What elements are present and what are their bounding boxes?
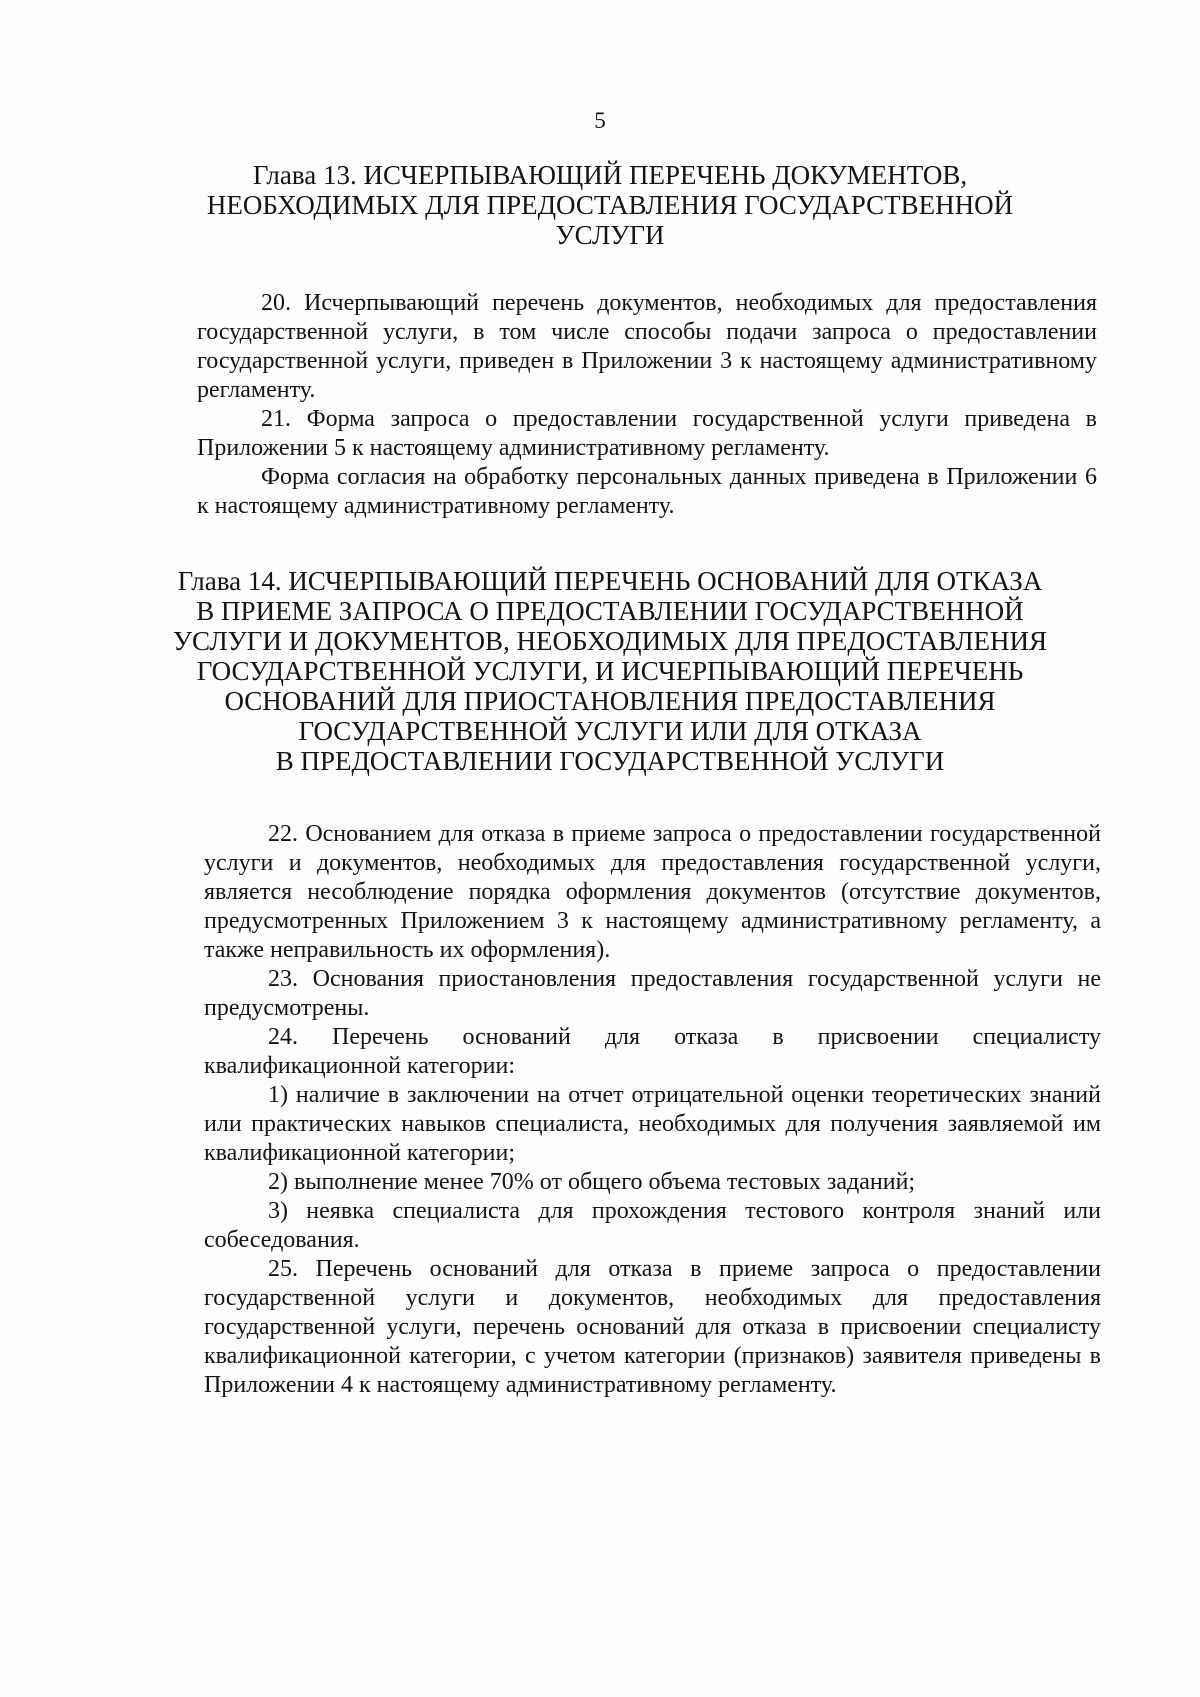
paragraph-25: 25. Перечень оснований для отказа в приеме запроса о предоставлении государственной услуги и документов, необходимых для предоставления государственной услуги, перечень оснований для отказа в присвоении специалисту квалификационной категории, с учетом категории (признаков) заявителя приведены в Приложении 4 к настоящему административному регламенту. (204, 1256, 1101, 1398)
heading-line: НЕОБХОДИМЫХ ДЛЯ ПРЕДОСТАВЛЕНИЯ ГОСУДАРСТВЕННОЙ (206, 190, 1014, 220)
paragraph-21: 21. Форма запроса о предоставлении государственной услуги приведена в Приложении 5 к настоящему административному регламенту. (197, 406, 1097, 461)
heading-line: В ПРИЕМЕ ЗАПРОСА О ПРЕДОСТАВЛЕНИИ ГОСУДАРСТВЕННОЙ (196, 596, 1024, 626)
chapter-13-body (197, 289, 1097, 521)
heading-line: ГОСУДАРСТВЕННОЙ УСЛУГИ, И ИСЧЕРПЫВАЮЩИЙ ПЕРЕЧЕНЬ (196, 656, 1024, 686)
paragraph-22: 22. Основанием для отказа в приеме запроса о предоставлении государственной услуги и документов, необходимых для предоставления государственной услуги, является несоблюдение порядка оформления документов (отсутствие документов, предусмотренных Приложением 3 к настоящему административному регламенту, а также неправильность их оформления). (204, 821, 1101, 963)
heading-line: УСЛУГИ И ДОКУМЕНТОВ, НЕОБХОДИМЫХ ДЛЯ ПРЕДОСТАВЛЕНИЯ (172, 626, 1048, 656)
heading-line: УСЛУГИ (555, 220, 665, 250)
list-item-3: 3) неявка специалиста для прохождения тестового контроля знаний или собеседования. (204, 1198, 1101, 1253)
heading-line: Глава 14. ИСЧЕРПЫВАЮЩИЙ ПЕРЕЧЕНЬ ОСНОВАНИЙ ДЛЯ ОТКАЗА (177, 566, 1043, 596)
heading-line: В ПРЕДОСТАВЛЕНИИ ГОСУДАРСТВЕННОЙ УСЛУГИ (275, 746, 945, 776)
paragraph-20: 20. Исчерпывающий перечень документов, необходимых для предоставления государственной услуги, в том числе способы подачи запроса о предоставлении государственной услуги, приведен в Приложении 3 к настоящему административному регламенту. (197, 290, 1097, 403)
paragraph-23: 23. Основания приостановления предоставления государственной услуги не предусмотрены. (204, 966, 1101, 1021)
page-number: 5 (594, 108, 606, 133)
chapter-14-body (204, 820, 1101, 1400)
heading-line: ОСНОВАНИЙ ДЛЯ ПРИОСТАНОВЛЕНИЯ ПРЕДОСТАВЛЕНИЯ (224, 686, 996, 716)
chapter-14-heading (150, 566, 1070, 776)
heading-line: ГОСУДАРСТВЕННОЙ УСЛУГИ ИЛИ ДЛЯ ОТКАЗА (298, 716, 922, 746)
heading-line: Глава 13. ИСЧЕРПЫВАЮЩИЙ ПЕРЕЧЕНЬ ДОКУМЕНТОВ, (252, 160, 968, 190)
paragraph-24: 24. Перечень оснований для отказа в присвоении специалисту квалификационной категории: (204, 1024, 1101, 1079)
paragraph-consent-form: Форма согласия на обработку персональных данных приведена в Приложении 6 к настоящему административному регламенту. (197, 464, 1097, 519)
list-item-2: 2) выполнение менее 70% от общего объема тестовых заданий; (268, 1169, 916, 1195)
chapter-13-heading (150, 160, 1070, 250)
list-item-1: 1) наличие в заключении на отчет отрицательной оценки теоретических знаний или практических навыков специалиста, необходимых для получения заявляемой им квалификационной категории; (204, 1082, 1101, 1166)
